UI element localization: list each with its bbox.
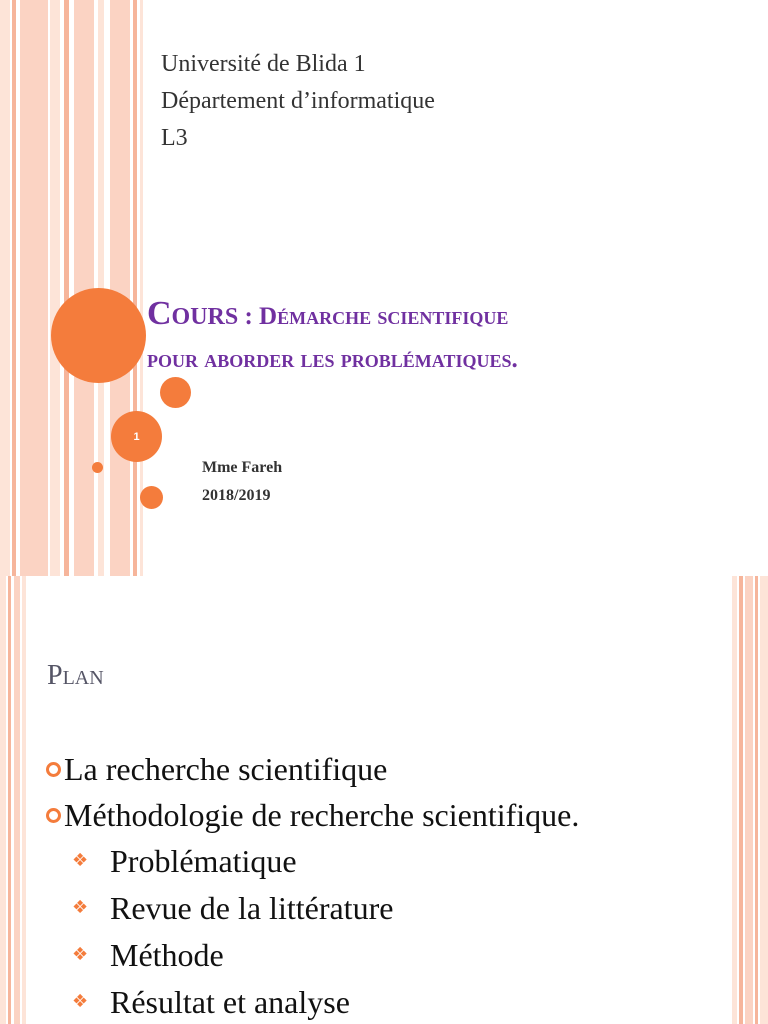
list-item-text: Méthodologie de recherche scientifique. [64, 797, 580, 833]
university-name: Université de Blida 1 [161, 51, 366, 77]
decor-stripe [760, 576, 768, 1024]
plan-title: Plan [47, 660, 104, 691]
title-line2: pour aborder les problématiques. [147, 346, 518, 373]
list-item-text: La recherche scientifique [64, 751, 388, 787]
slide-number: 1 [133, 430, 140, 443]
decor-stripe [755, 576, 758, 1024]
diamond-cluster-icon: ❖ [72, 850, 89, 871]
title-line1: : Démarche scientifique [238, 303, 509, 330]
decor-stripe [50, 0, 60, 576]
decor-circle-small [160, 377, 191, 408]
level-label: L3 [161, 125, 188, 151]
author-name: Mme Fareh [202, 459, 283, 476]
decor-stripe [14, 576, 20, 1024]
sub-item-text: Résultat et analyse [110, 984, 350, 1020]
decor-stripe [12, 0, 16, 576]
sub-item-text: Problématique [110, 843, 297, 879]
decor-stripe [739, 576, 743, 1024]
decor-circle-large [51, 288, 146, 383]
decor-circle-small [140, 486, 163, 509]
plan-slide [0, 576, 768, 1024]
hollow-circle-icon [46, 808, 61, 823]
decor-circle-tiny [92, 462, 103, 473]
hollow-circle-icon [46, 762, 61, 777]
sub-item-text: Revue de la littérature [110, 890, 394, 926]
slide-title [147, 294, 747, 380]
decor-stripe [8, 576, 11, 1024]
institution-block [161, 46, 435, 157]
decor-stripe [20, 0, 48, 576]
diamond-cluster-icon: ❖ [72, 991, 89, 1012]
title-cours: Cours [147, 295, 239, 332]
decor-stripe [22, 576, 26, 1024]
decor-stripe [0, 576, 6, 1024]
decor-stripe [133, 0, 137, 576]
decor-stripe [0, 0, 10, 576]
decor-stripe [64, 0, 69, 576]
sub-item-text: Méthode [110, 937, 224, 973]
decor-stripe [745, 576, 753, 1024]
department-name: Département d’informatique [161, 88, 435, 114]
decor-stripe [732, 576, 737, 1024]
diamond-cluster-icon: ❖ [72, 897, 89, 918]
diamond-cluster-icon: ❖ [72, 944, 89, 965]
decor-stripe [110, 0, 130, 576]
author-block [202, 454, 282, 510]
academic-year: 2018/2019 [202, 487, 271, 504]
